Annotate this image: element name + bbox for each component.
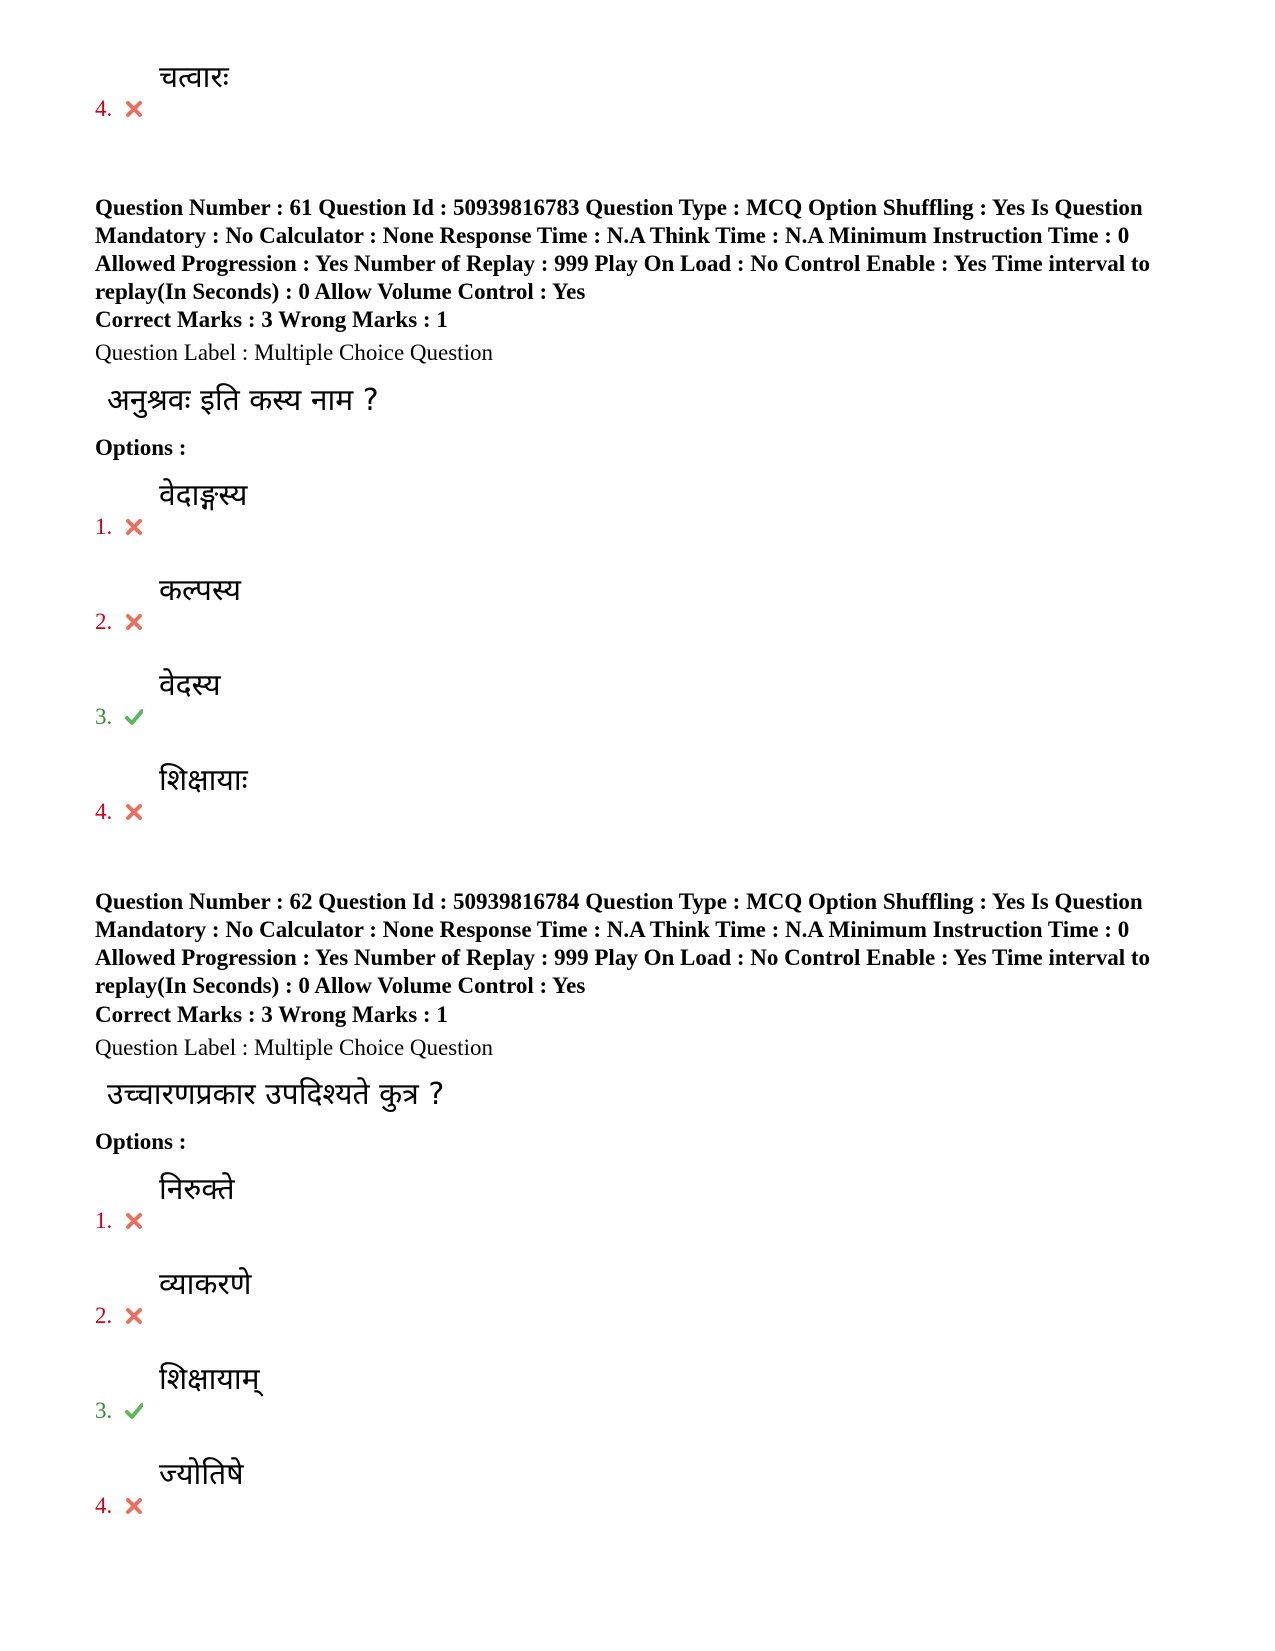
option-number: 3.: [95, 1398, 113, 1423]
question-61-label: Question Label : Multiple Choice Question: [95, 340, 493, 365]
option-text: वेदाङ्गस्य: [159, 478, 248, 513]
question-61-options-label: Options :: [95, 435, 187, 460]
option-text: चत्वारः: [159, 60, 229, 95]
cross-icon: [125, 613, 143, 631]
option-number: 2.: [95, 609, 113, 634]
cross-icon: [125, 803, 143, 821]
question-62-label: Question Label : Multiple Choice Question: [95, 1035, 493, 1060]
check-icon: [125, 1402, 143, 1420]
option-number: 4.: [95, 96, 113, 121]
q62-option-1: [95, 1172, 595, 1232]
q62-option-2: [95, 1267, 595, 1327]
question-61-text: अनुश्रवः इति कस्य नाम ?: [107, 383, 379, 418]
q61-option-3: [95, 668, 595, 728]
question-61-meta: Question Number : 61 Question Id : 50939816783 Question Type : MCQ Option Shuffling : Yes Is Question Mandatory : No Calculator : None Response Time : N.A Think Time : N.A Minimum Instruction Time : 0 Allowed Progression : Yes Number of Replay : 999 Play On Load : No Control Enable : Yes Time interval to replay(In Seconds) : 0 Allow Volume Control : Yes: [95, 195, 1151, 304]
cross-icon: [125, 100, 143, 118]
question-62-meta: Question Number : 62 Question Id : 50939816784 Question Type : MCQ Option Shuffling : Yes Is Question Mandatory : No Calculator : None Response Time : N.A Think Time : N.A Minimum Instruction Time : 0 Allowed Progression : Yes Number of Replay : 999 Play On Load : No Control Enable : Yes Time interval to replay(In Seconds) : 0 Allow Volume Control : Yes: [95, 889, 1151, 998]
option-number: 3.: [95, 704, 113, 729]
option-number: 2.: [95, 1303, 113, 1328]
question-62-options-label: Options :: [95, 1129, 187, 1154]
question-62-marks: Correct Marks : 3 Wrong Marks : 1: [95, 1002, 448, 1027]
prev-option-4: [95, 60, 595, 120]
cross-icon: [125, 1307, 143, 1325]
option-text: ज्योतिषे: [159, 1457, 244, 1492]
option-text: व्याकरणे: [159, 1267, 252, 1302]
option-text: कल्पस्य: [159, 573, 242, 608]
check-icon: [125, 708, 143, 726]
cross-icon: [125, 518, 143, 536]
option-number: 4.: [95, 1493, 113, 1518]
option-number: 4.: [95, 799, 113, 824]
option-text: निरुक्ते: [159, 1172, 235, 1207]
question-61-marks: Correct Marks : 3 Wrong Marks : 1: [95, 307, 448, 332]
q61-option-2: [95, 573, 595, 633]
q61-option-1: [95, 478, 595, 538]
cross-icon: [125, 1497, 143, 1515]
q62-option-3: [95, 1362, 595, 1422]
cross-icon: [125, 1212, 143, 1230]
option-text: वेदस्य: [159, 668, 221, 703]
q62-option-4: [95, 1457, 595, 1517]
question-62-text: उच्चारणप्रकार उपदिश्यते कुत्र ?: [107, 1077, 445, 1112]
q61-option-4: [95, 763, 595, 823]
option-number: 1.: [95, 1208, 113, 1233]
option-number: 1.: [95, 514, 113, 539]
option-text: शिक्षायाः: [159, 763, 248, 798]
option-text: शिक्षायाम्: [159, 1362, 260, 1397]
